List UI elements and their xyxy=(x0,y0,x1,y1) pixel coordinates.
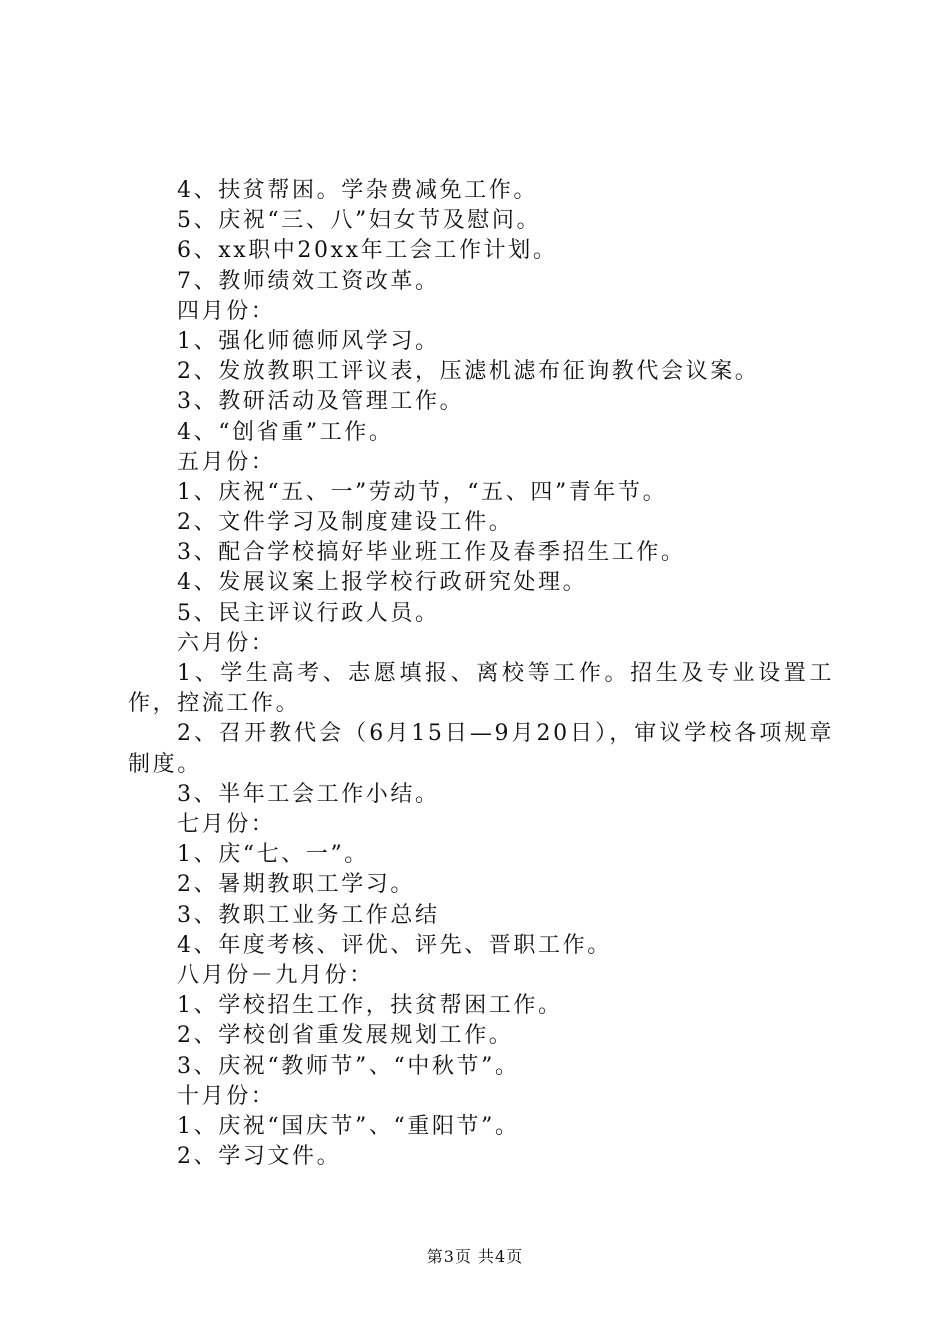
list-item: 1、庆“七、一”。 xyxy=(177,842,369,868)
list-item: 2、学校创省重发展规划工作。 xyxy=(177,1023,514,1049)
list-item: 6、xx职中20xx年工会工作计划。 xyxy=(177,238,558,264)
list-item: 5、庆祝“三、八”妇女节及慰问。 xyxy=(177,208,542,234)
list-item: 4、发展议案上报学校行政研究处理。 xyxy=(177,570,588,596)
list-item: 1、学生高考、志愿填报、离校等工作。招生及专业设置工作，控流工作。 xyxy=(128,661,834,717)
list-item: 2、发放教职工评议表，压滤机滤布征询教代会议案。 xyxy=(177,359,760,385)
list-item: 2、学习文件。 xyxy=(177,1144,342,1170)
section-heading-june: 六月份： xyxy=(177,630,276,656)
section-heading-april: 四月份： xyxy=(177,298,276,324)
list-item: 1、庆祝“国庆节”、“重阳节”。 xyxy=(177,1113,520,1139)
list-item: 2、召开教代会（6月15日—9月20日），审议学校各项规章制度。 xyxy=(128,721,834,777)
list-item: 1、庆祝“五、一”劳动节，“五、四”青年节。 xyxy=(177,479,668,505)
list-item: 2、暑期教职工学习。 xyxy=(177,872,415,898)
list-item: 7、教师绩效工资改革。 xyxy=(177,268,440,294)
list-item: 5、民主评议行政人员。 xyxy=(177,600,440,626)
list-item: 3、教职工业务工作总结 xyxy=(177,902,440,928)
section-heading-october: 十月份： xyxy=(177,1083,276,1109)
section-heading-july: 七月份： xyxy=(177,812,276,837)
list-item: 4、“创省重”工作。 xyxy=(177,419,394,445)
list-item: 3、半年工会工作小结。 xyxy=(177,781,440,807)
list-item: 2、文件学习及制度建设工件。 xyxy=(177,510,514,536)
list-item: 1、强化师德师风学习。 xyxy=(177,328,440,354)
list-item: 3、庆祝“教师节”、“中秋节”。 xyxy=(177,1053,520,1079)
section-heading-august-september: 八月份－九月份： xyxy=(177,962,374,988)
list-item: 1、学校招生工作，扶贫帮困工作。 xyxy=(177,993,563,1019)
list-item: 3、教研活动及管理工作。 xyxy=(177,389,465,415)
list-item: 3、配合学校搞好毕业班工作及春季招生工作。 xyxy=(177,540,686,566)
page-footer: 第3页 共4页 xyxy=(426,1247,524,1266)
list-item: 4、扶贫帮困。学杂费减免工作。 xyxy=(177,178,538,203)
document-body xyxy=(128,176,834,1172)
section-heading-may: 五月份： xyxy=(177,449,276,475)
list-item: 4、年度考核、评优、评先、晋职工作。 xyxy=(177,932,612,958)
